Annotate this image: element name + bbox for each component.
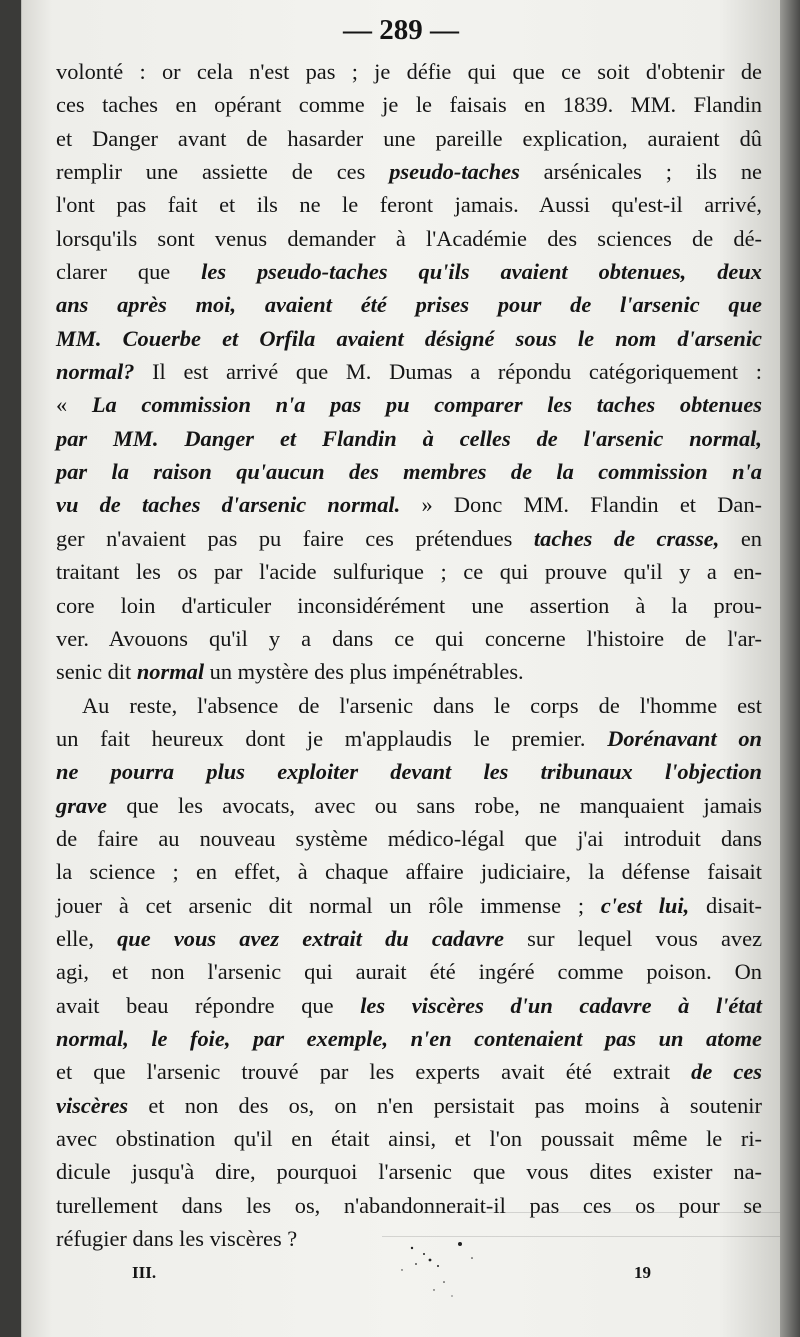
text-line	[56, 1089, 762, 1122]
text-line	[56, 322, 762, 355]
italic-text: les pseudo-taches qu'ils avaient obtenues, deux	[201, 259, 762, 285]
text-run: et Danger avant de hasarder une pareille explication, auraient dû	[56, 125, 762, 151]
text-line	[56, 188, 762, 221]
italic-text: normal?	[56, 359, 135, 385]
text-run: senic dit	[56, 659, 137, 685]
text-line	[56, 622, 762, 655]
text-line	[56, 455, 762, 488]
text-run: avec obstination qu'il en était ainsi, et l'on poussait même le ri-	[56, 1126, 762, 1151]
text-run: turellement dans les os, n'abandonnerait-il pas ces os pour se	[56, 1192, 762, 1218]
text-run: l'ont pas fait et ils ne le feront jamais. Aussi qu'est-il arrivé,	[56, 192, 762, 218]
italic-text: taches de crasse,	[533, 525, 720, 551]
italic-text: les viscères d'un cadavre à l'état	[360, 992, 762, 1018]
italic-text: par la raison qu'aucun des membres de la commission n'a	[56, 459, 762, 485]
text-line	[56, 955, 762, 988]
text-run: dicule jusqu'à dire, pourquoi l'arsenic que vous dites exister na-	[56, 1159, 762, 1185]
text-line	[56, 1022, 762, 1055]
text-run: arsénicales ; ils ne	[519, 159, 762, 185]
text-run: un mystère des plus impénétrables.	[204, 659, 524, 685]
text-run: un fait heureux dont je m'applaudis le premier.	[56, 725, 608, 751]
text-line	[56, 989, 762, 1022]
italic-text: de ces	[691, 1059, 762, 1085]
italic-text: c'est lui,	[600, 892, 690, 918]
text-line	[56, 355, 762, 388]
text-run: core loin d'articuler inconsidérément une assertion à la prou-	[56, 592, 762, 618]
text-line	[56, 155, 762, 188]
text-line	[56, 222, 762, 255]
text-line	[56, 655, 762, 688]
text-line	[56, 589, 762, 622]
text-run: en	[719, 525, 762, 551]
text-line	[56, 422, 762, 455]
text-line	[56, 122, 762, 155]
text-line	[56, 855, 762, 888]
text-line	[56, 288, 762, 321]
text-run: traitant les os par l'acide sulfurique ; ce qui prouve qu'il y a en-	[56, 559, 762, 585]
text-line	[56, 55, 762, 88]
text-run: ger n'avaient pas pu faire ces prétendues	[56, 525, 534, 551]
text-run: la science ; en effet, à chaque affaire judiciaire, la défense faisait	[56, 859, 762, 885]
text-line	[56, 522, 762, 555]
italic-text: La commission n'a pas pu comparer les taches obtenues	[91, 392, 762, 418]
text-line	[56, 1122, 762, 1155]
italic-text: vu de taches d'arsenic normal.	[56, 492, 401, 518]
text-line	[56, 388, 762, 421]
text-line	[56, 789, 762, 822]
text-line	[56, 255, 762, 288]
text-run: ver. Avouons qu'il y a dans ce qui concerne l'histoire de l'ar-	[56, 625, 762, 651]
text-run: ces taches en opérant comme je le faisais en 1839. MM. Flandin	[56, 92, 762, 118]
italic-text: MM. Couerbe et Orfila avaient désigné sous le nom d'arsenic	[56, 325, 762, 351]
italic-text: normal, le foie, par exemple, n'en contenaient pas un atome	[56, 1025, 762, 1051]
text-run: jouer à cet arsenic dit normal un rôle immense ;	[56, 892, 601, 918]
italic-text: normal	[136, 659, 205, 685]
text-run: et non des os, on n'en persistait pas moins à soutenir	[128, 1092, 762, 1118]
italic-text: pseudo-taches	[389, 159, 520, 185]
text-run: réfugier dans les viscères ?	[56, 1226, 298, 1252]
italic-text: par MM. Danger et Flandin à celles de l'arsenic normal,	[56, 425, 762, 451]
text-run: Au reste, l'absence de l'arsenic dans le corps de l'homme est	[82, 692, 762, 718]
book-page	[22, 0, 780, 1337]
text-run: volonté : or cela n'est pas ; je défie qui que ce soit d'obtenir de	[56, 59, 762, 84]
text-run: de faire au nouveau système médico-légal que j'ai introduit dans	[56, 825, 762, 851]
folio-number: 19	[634, 1263, 651, 1282]
text-line	[56, 722, 762, 755]
text-line	[56, 88, 762, 121]
italic-text: ne pourra plus exploiter devant les tribunaux l'objection	[56, 759, 762, 785]
text-run: lorsqu'ils sont venus demander à l'Académie des sciences de dé-	[56, 225, 762, 251]
page-number-header: — 289 —	[343, 14, 459, 46]
ink-specks	[372, 1230, 512, 1310]
text-run: sur lequel vous avez	[504, 925, 763, 951]
text-line	[56, 488, 762, 521]
italic-text: Dorénavant on	[607, 725, 762, 751]
text-run: disait-	[689, 892, 762, 918]
text-line	[56, 1055, 762, 1088]
scan-edge	[780, 0, 800, 1337]
italic-text: ans après moi, avaient été prises pour de l'arsenic que	[56, 292, 762, 318]
text-run: elle,	[56, 925, 118, 951]
text-line	[56, 755, 762, 788]
signature-mark: III.	[132, 1263, 157, 1282]
text-run: » Donc MM. Flandin et Dan-	[400, 492, 762, 518]
text-run: remplir une assiette de ces	[56, 159, 390, 185]
text-run: «	[56, 392, 92, 418]
text-line	[56, 689, 762, 722]
text-run: Il est arrivé que M. Dumas a répondu catégoriquement :	[134, 359, 762, 385]
text-run: et que l'arsenic trouvé par les experts avait été extrait	[56, 1059, 692, 1085]
text-run: clarer que	[56, 259, 202, 285]
text-run: que les avocats, avec ou sans robe, ne manquaient jamais	[106, 792, 762, 818]
text-line	[56, 555, 762, 588]
text-line	[56, 922, 762, 955]
text-line	[56, 1155, 762, 1188]
text-run: avait beau répondre que	[56, 992, 361, 1018]
body-text	[56, 55, 762, 1255]
text-run: agi, et non l'arsenic qui aurait été ingéré comme poison. On	[56, 959, 762, 985]
italic-text: grave	[56, 792, 107, 818]
italic-text: viscères	[56, 1092, 129, 1118]
italic-text: que vous avez extrait du cadavre	[117, 925, 504, 951]
text-line	[56, 889, 762, 922]
text-line	[56, 822, 762, 855]
